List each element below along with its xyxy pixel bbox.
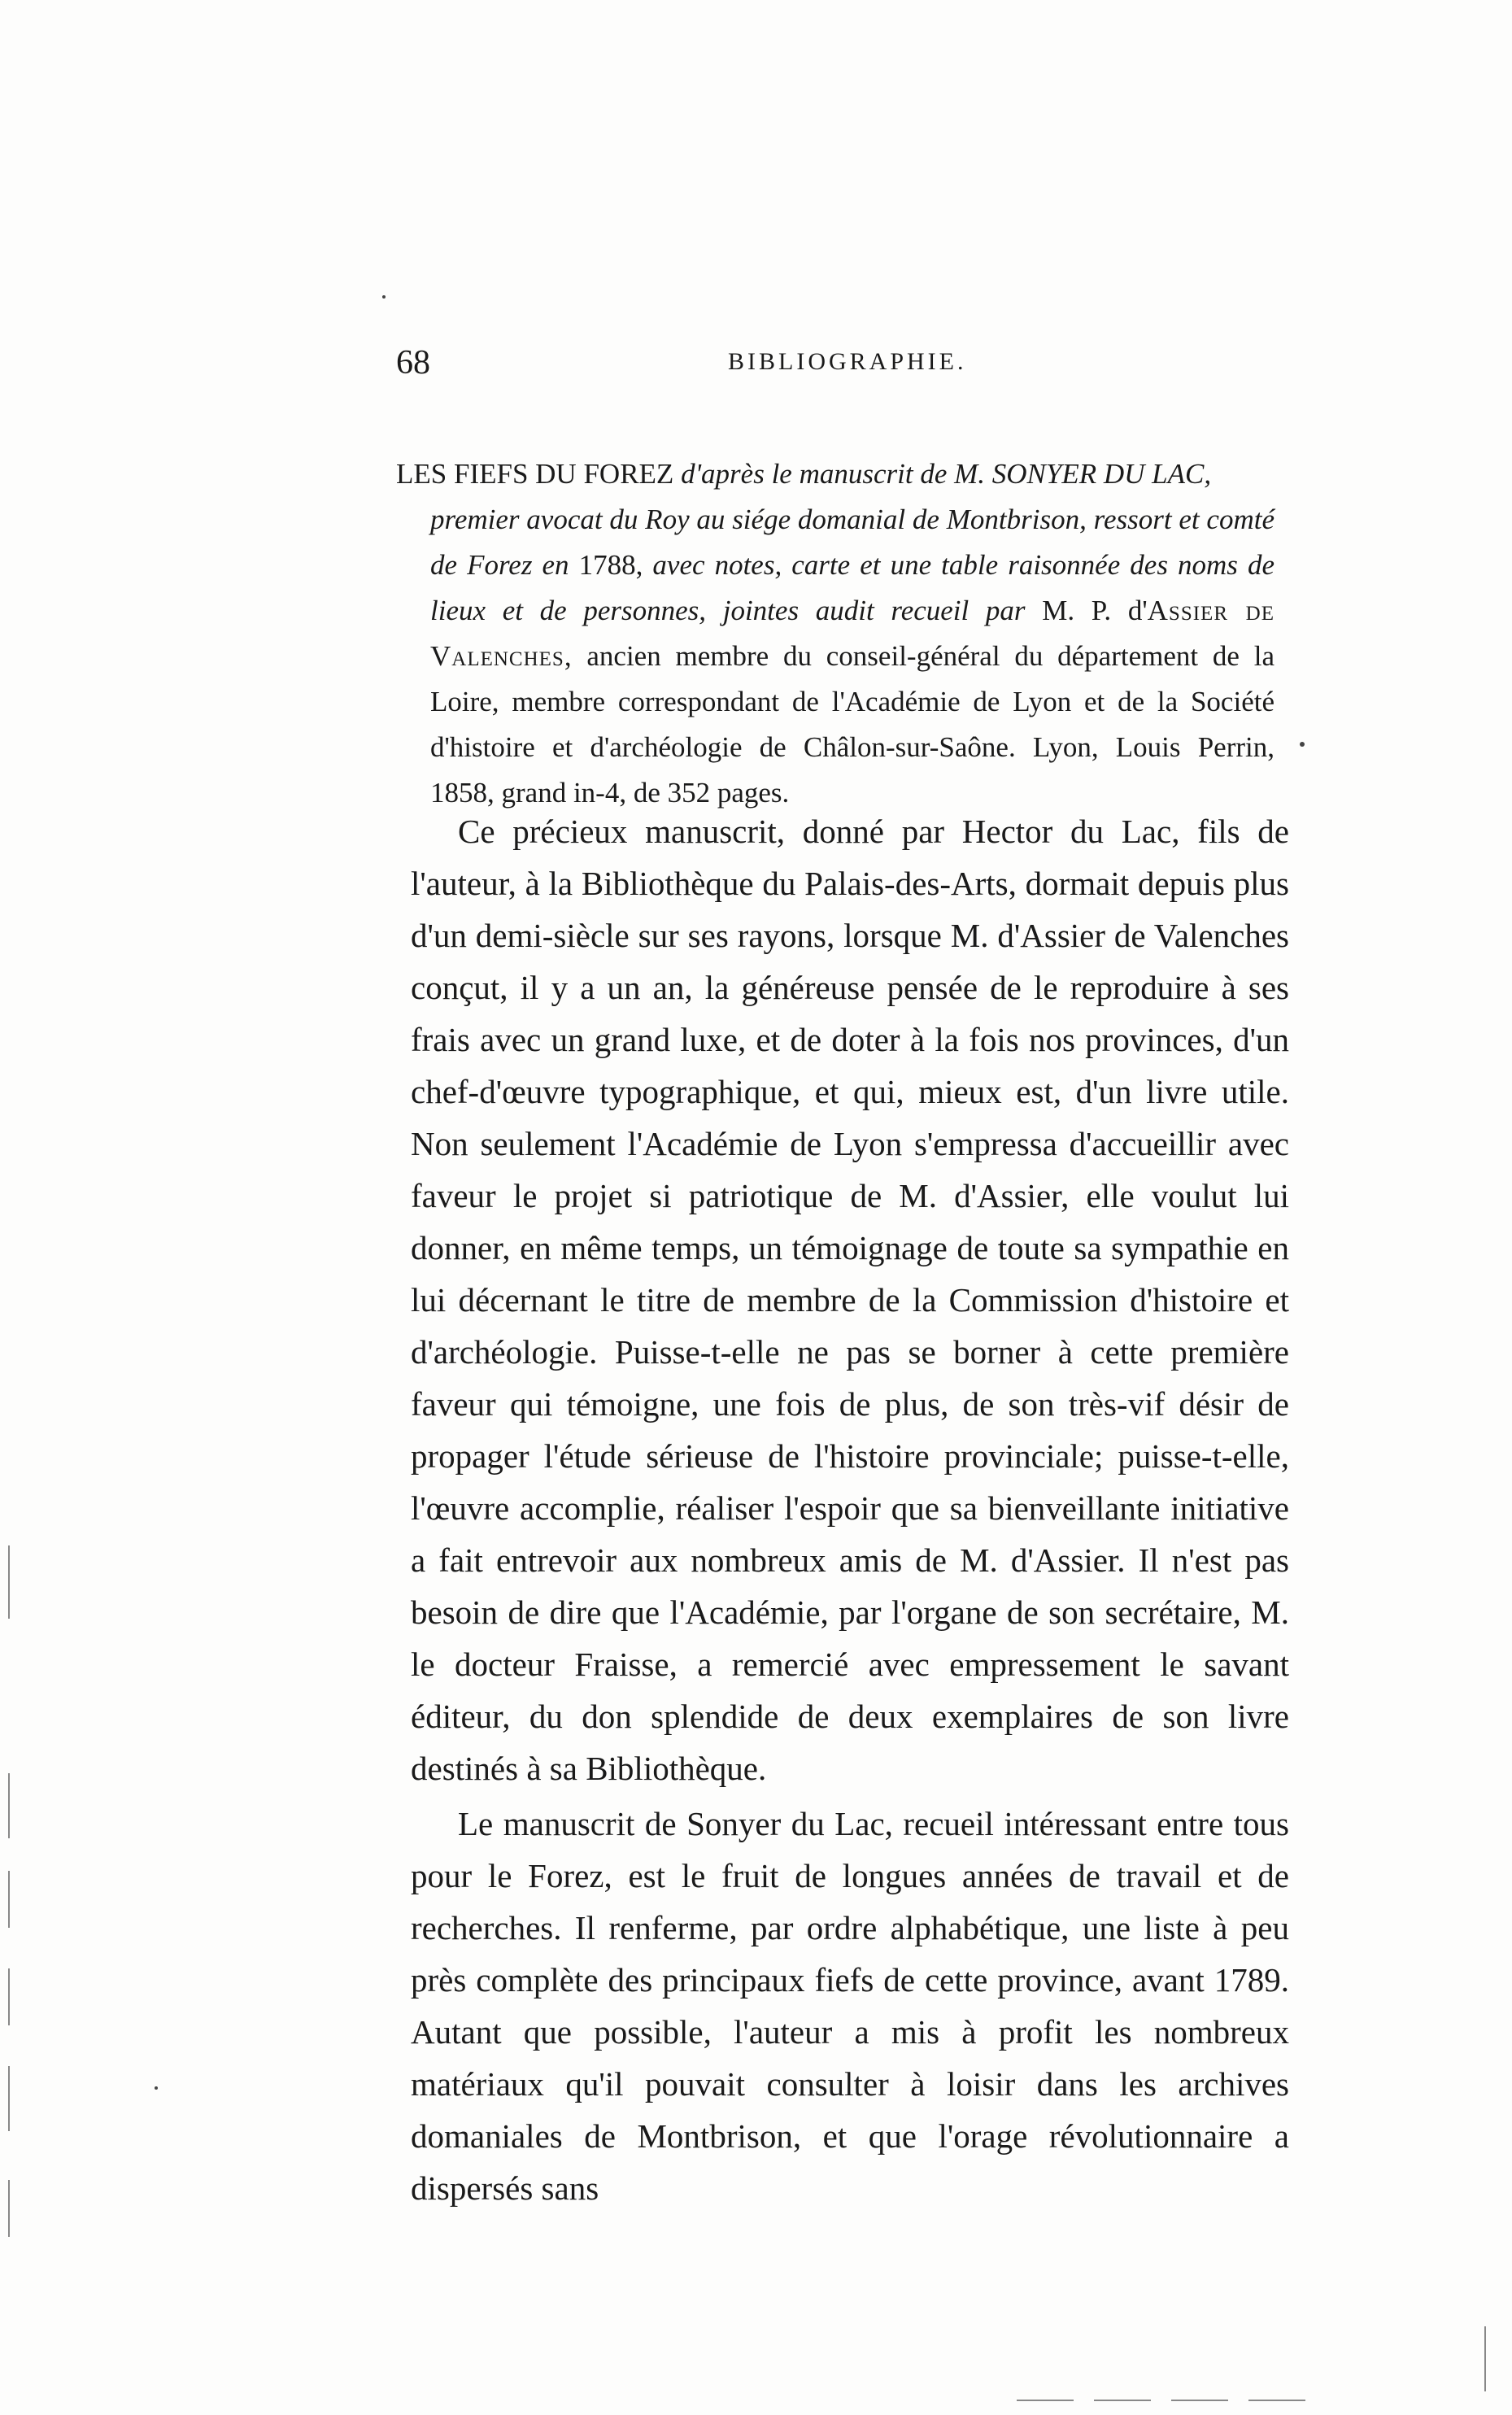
paragraph: Ce précieux manuscrit, donné par Hector du Lac, fils de l'auteur, à la Bibliothèque du Palais-des-Arts, dormait depuis plus d'un demi-siècle sur ses rayons, lorsque M. d'Assier de Valenches conçut, il y a un an, la généreuse pensée de le reproduire à ses frais avec un grand luxe, et de doter à la fois nos provinces, d'un chef-d'œuvre typographique, et qui, mieux est, d'un livre utile. Non seulement l'Académie de Lyon s'empressa d'accueillir avec faveur le projet si patriotique de M. d'Assier, elle voulut lui donner, en même temps, un témoignage de toute sa sympathie en lui décernant le titre de membre de la Commission d'histoire et d'archéologie. Puisse-t-elle ne pas se borner à cette première faveur qui témoigne, une fois de plus, de son très-vif désir de propager l'étude sérieuse de l'histoire provinciale; puisse-t-elle, l'œuvre accomplie, réaliser l'espoir que sa bienveillante initiative a fait entrevoir aux nombreux amis de M. d'Assier. Il n'est pas besoin de dire que l'Académie, par l'organe de son secrétaire, M. le docteur Fraisse, a remercié avec empressement le savant éditeur, du don splendide de deux exemplaires de son livre destinés à sa Bibliothèque. [411,813,1289,1787]
scan-artifact-line [1484,2326,1486,2391]
entry-subtitle-2: premier avocat du Roy au siége domanial de Montbrison, ressort et comté de Forez en [430,503,1275,581]
entry-author: M. SONYER DU LAC, [954,458,1212,490]
paragraph: Le manuscrit de Sonyer du Lac, recueil intéressant entre tous pour le Forez, est le fruit de longues années de travail et de recherches. Il renferme, par ordre alphabétique, une liste à peu près complète des principaux fiefs de cette province, avant 1789. Autant que possible, l'auteur a mis à profit les nombreux matériaux qu'il pouvait consulter à loisir dans les archives domaniales de Montbrison, et que l'orage révolutionnaire a dispersés sans [411,1805,1289,2207]
bibliographic-entry [396,451,1275,816]
running-title: BIBLIOGRAPHIE. [728,348,967,375]
scan-artifact-line [8,2180,10,2237]
scan-artifact-dot [1300,742,1305,747]
entry-title: LES FIEFS DU FOREZ [396,458,674,490]
entry-subtitle-1: d'après le manuscrit de [681,458,948,490]
scan-artifact-line [8,1968,10,2025]
body-text [411,805,1289,2214]
scan-artifact-line [8,1773,10,1838]
scan-artifact-dot [382,295,386,299]
entry-year: 1788, [578,549,643,581]
scan-artifact-line [1094,2400,1151,2401]
scan-artifact-dot [155,2086,158,2090]
entry-description: ancien membre du conseil-général du département de la Loire, membre correspondant de l'Académie de Lyon et de la Société d'histoire et d'archéologie de Châlon-sur-Saône. Lyon, Louis Perrin, 1858, grand in-4, de 352 pages. [430,640,1275,809]
entry-editor-prefix: M. P. d' [1042,595,1148,626]
scan-artifact-line [1017,2400,1074,2401]
page-number: 68 [396,344,430,381]
scan-artifact-line [1171,2400,1228,2401]
scan-artifact-line [8,1545,10,1619]
scan-artifact-line [8,1871,10,1928]
scan-artifact-line [8,2066,10,2131]
entry-subtitle-3: avec notes, carte et une table raisonnée des noms de lieux et de personnes, jointes audit recueil par [430,549,1275,626]
scan-artifact-line [1248,2400,1305,2401]
entry-editor-name: Assier de Valenches, [430,595,1275,672]
